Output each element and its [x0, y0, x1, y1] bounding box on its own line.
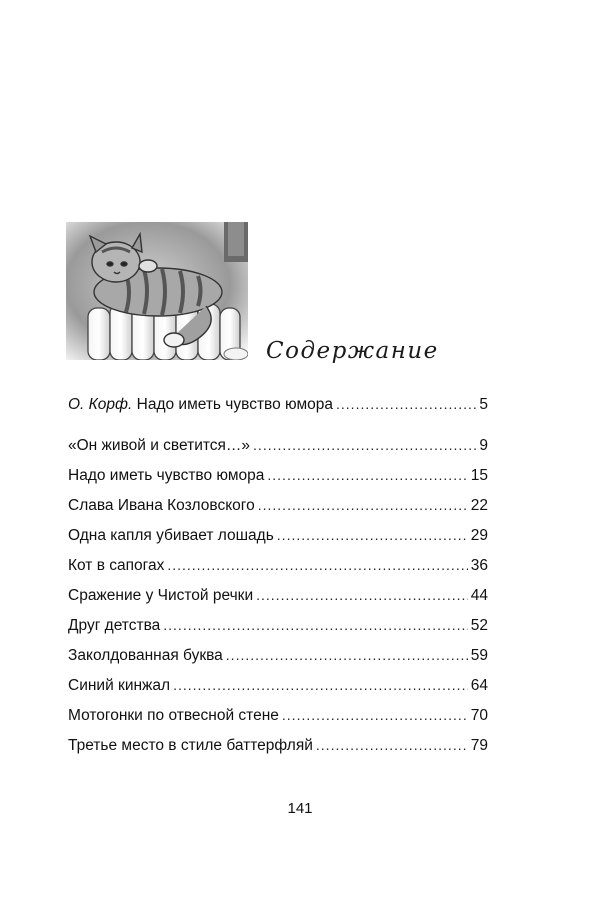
toc-leader-dots: [267, 465, 467, 485]
toc-entry: [68, 394, 488, 424]
toc-entry: [68, 555, 488, 585]
page-title: Содержание: [266, 338, 439, 364]
toc-entry: [68, 585, 488, 615]
toc-entry-title: Друг детства: [68, 617, 161, 634]
toc-entry: [68, 525, 488, 555]
toc-entry: [68, 675, 488, 705]
cat-on-radiator-icon: [66, 222, 248, 360]
toc-entry-title: Мотогонки по отвесной стене: [68, 707, 279, 724]
toc-leader-dots: [258, 495, 468, 515]
toc-entry-title: Сражение у Чистой речки: [68, 587, 254, 604]
toc-entry-page: 52: [470, 617, 488, 634]
toc-entry: [68, 615, 488, 645]
toc-entry: [68, 735, 488, 765]
toc-entry-title: Кот в сапогах: [68, 557, 165, 574]
toc-leader-dots: [226, 645, 468, 665]
toc-entry-page: 36: [470, 557, 488, 574]
page-number: 141: [287, 800, 313, 817]
toc-entry-title: О. Корф. Надо иметь чувство юмора: [68, 396, 334, 413]
toc-leader-dots: [253, 435, 476, 455]
toc-entry-author: О. Корф.: [68, 396, 133, 413]
toc-entry-page: 22: [470, 497, 488, 514]
toc-leader-dots: [256, 585, 468, 605]
toc-leader-dots: [163, 615, 467, 635]
toc-entry-title: Одна капля убивает лошадь: [68, 527, 274, 544]
toc-entry-page: 9: [479, 437, 488, 454]
toc-leader-dots: [282, 705, 468, 725]
toc-entry-title: Третье место в стиле баттерфляй: [68, 737, 313, 754]
toc-entry-title: Слава Ивана Козловского: [68, 497, 255, 514]
toc-entry: [68, 645, 488, 675]
toc-entry: [68, 435, 488, 465]
toc-entry-title: Синий кинжал: [68, 677, 171, 694]
toc-entry: [68, 495, 488, 525]
toc-entry-title: Заколдованная буква: [68, 647, 223, 664]
toc-entry-page: 70: [470, 707, 488, 724]
toc-entry-title: Надо иметь чувство юмора: [68, 467, 265, 484]
toc-entry: [68, 465, 488, 495]
toc-entry-page: 5: [479, 396, 488, 413]
toc-entry-page: 15: [470, 467, 488, 484]
table-of-contents: [68, 394, 488, 765]
toc-leader-dots: [336, 394, 476, 414]
toc-entry-page: 44: [470, 587, 488, 604]
toc-entry-title: «Он живой и светится…»: [68, 437, 251, 454]
toc-leader-dots: [167, 555, 467, 575]
toc-leader-dots: [277, 525, 468, 545]
toc-entry-page: 59: [470, 647, 488, 664]
toc-leader-dots: [316, 735, 468, 755]
toc-leader-dots: [173, 675, 468, 695]
toc-entry-page: 79: [470, 737, 488, 754]
toc-entry: [68, 705, 488, 735]
toc-entry-page: 29: [470, 527, 488, 544]
toc-entry-page: 64: [470, 677, 488, 694]
